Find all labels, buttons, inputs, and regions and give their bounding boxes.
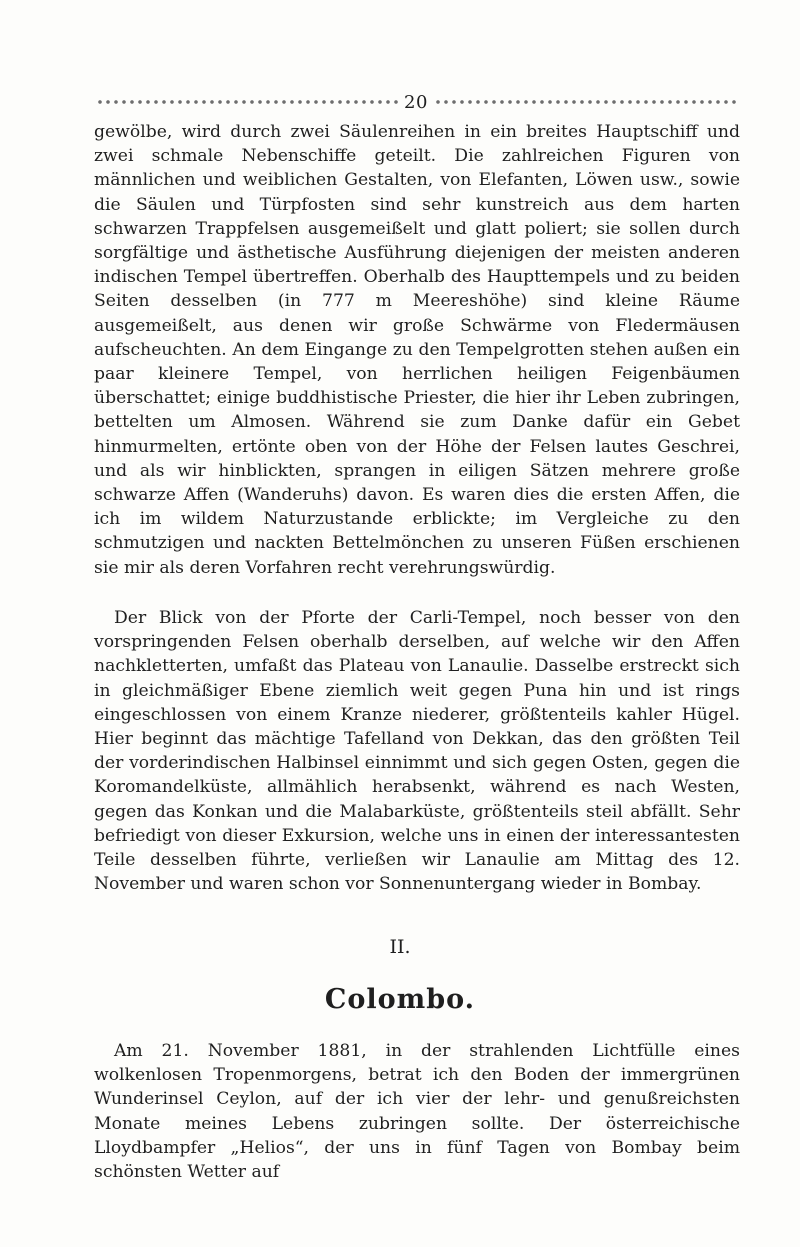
page-number: 20	[404, 91, 428, 113]
paragraph-temple-description: gewölbe, wird durch zwei Säulenreihen in ein breites Hauptschiff und zwei schmale Nebenschiffe geteilt. Die zahlreichen Figuren von männlichen und weiblichen Gestalten, von Elefanten, Löwen usw., sowie die Säulen und Türpfosten sind sehr kunstreich aus dem harten schwarzen Trappfelsen ausgemeißelt und glatt poliert; sie sollen durch sorgfältige und ästhetische Ausführung diejenigen der meisten anderen indischen Tempel übertreffen. Oberhalb des Haupttempels und zu beiden Seiten desselben (in 777 m Meereshöhe) sind kleine Räume ausgemeißelt, aus denen wir große Schwärme von Fledermäusen aufscheuchten. An dem Eingange zu den Tempelgrotten stehen außen ein paar kleinere Tempel, von herrlichen heiligen Feigenbäumen überschattet; einige buddhistische Priester, die hier ihr Leben zubringen, bettelten um Almosen. Während sie zum Danke dafür ein Gebet hinmurmelten, ertönte oben von der Höhe der Felsen lautes Geschrei, und als wir hinblickten, sprangen in eiligen Sätzen mehrere große schwarze Affen (Wanderuhs) davon. Es waren dies die ersten Affen, die ich im wildem Naturzustande erblickte; im Vergleiche zu den schmutzigen und nackten Bettelmönchen zu unseren Füßen erschienen sie mir als deren Vorfahren recht verehrungswürdig.	[94, 122, 740, 578]
section-number: II.	[389, 936, 411, 958]
header-ornament-left	[96, 96, 398, 108]
header-ornament-right	[434, 96, 736, 108]
section-title: Colombo.	[324, 984, 476, 1015]
paragraph-carli-view: Der Blick von der Pforte der Carli-Tempel, noch besser von den vorspringenden Felsen oberhalb derselben, auf welche wir den Affen nachkletterten, umfaßt das Plateau von Lanaulie. Dasselbe erstreckt sich in gleichmäßiger Ebene ziemlich weit gegen Puna hin und ist rings eingeschlossen von einem Kranze niederer, größtenteils kahler Hügel. Hier beginnt das mächtige Tafelland von Dekkan, das den größten Teil der vorderindischen Halbinsel einnimmt und sich gegen Osten, gegen die Koromandelküste, allmählich herabsenkt, während es nach Westen, gegen das Konkan und die Malabarküste, größtenteils steil abfällt. Sehr befriedigt von dieser Exkursion, welche uns in einen der interessantesten Teile desselben führte, verließen wir Lanaulie am Mittag des 12. November und waren schon vor Sonnenuntergang wieder in Bombay.	[94, 608, 740, 895]
page-header	[96, 90, 736, 114]
paragraph-colombo-intro: Am 21. November 1881, in der strahlenden Lichtfülle eines wolkenlosen Tropenmorgens, betrat ich den Boden der immergrünen Wunderinsel Ceylon, auf der ich vier der lehr- und genußreichsten Monate meines Lebens zubringen sollte. Der österreichische Lloydbampfer „Helios“, der uns in fünf Tagen von Bombay beim schönsten Wetter auf	[94, 1041, 740, 1183]
